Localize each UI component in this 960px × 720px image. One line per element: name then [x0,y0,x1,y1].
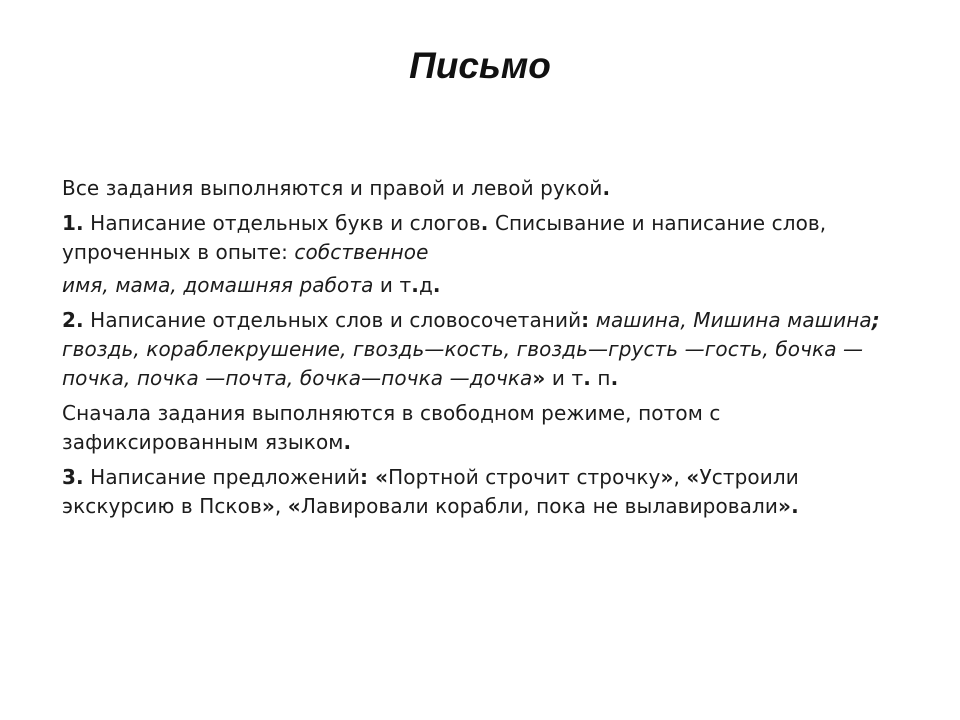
item-3-text: Написание предложений [83,465,360,489]
item-1b-text: и т [373,273,412,297]
item-3-quote-open-3: « [287,494,301,518]
item-3-quote-close-1: » [660,465,674,489]
item-2-dot-2: . [610,366,619,390]
item-1-text-2: Списывание и написание слов, упроченных в опыте: [62,211,827,264]
item-3-comma-2: , [274,494,288,518]
item-3-colon: : [359,465,369,489]
item-1-italic: собственное [294,240,429,264]
item-3-quote-open-1: « [368,465,389,489]
paragraph-intro-text: Все задания выполняются и правой и левой рукой [62,176,603,200]
paragraph-intro-dot: . [602,176,611,200]
item-2-tail: и т [545,366,584,390]
note-dot: . [343,430,352,454]
item-3-comma-1: , [673,465,687,489]
slide-title: Письмо [409,45,551,86]
item-2-semicolon: ; [871,308,880,332]
item-1b-dot-2: . [432,273,441,297]
item-1b-italic: имя, мама, домашняя работа [62,273,374,297]
item-2-quote: » [532,366,546,390]
note-text: Сначала задания выполняются в свободном режиме, потом с зафиксированным языком [62,401,721,454]
slide-body [62,174,902,527]
item-2-dot-1: . [583,366,591,390]
paragraph-item-1 [62,209,902,267]
item-2-tail-2: п [590,366,611,390]
item-3-sentence-3: Лавировали корабли, пока не вылавировали [300,494,779,518]
item-2-italic-2: гвоздь, кораблекрушение, гвоздь—кость, гвоздь—грусть —гость, бочка —почка, почка —почта, бочка—почка —дочка [62,337,864,390]
item-2-text: Написание отдельных слов и словосочетаний [83,308,582,332]
item-2-italic-1: машина, Мишина машина [595,308,872,332]
item-3-quote-close-2: » [261,494,275,518]
item-1-number: 1. [62,211,84,235]
item-3-quote-close-3: » [778,494,792,518]
item-3-sentence-1: Портной строчит строчку [388,465,661,489]
item-1b-dot-1: . [411,273,419,297]
paragraph-item-3 [62,463,902,521]
item-1-separator: . [480,211,489,235]
item-3-end-dot: . [791,494,799,518]
item-3-number: 3. [62,465,84,489]
item-1-text: Написание отдельных букв и слогов [83,211,481,235]
item-3-sentence-2: Устроили экскурсию в Псков [62,465,799,518]
item-1b-text-2: д [418,273,433,297]
item-3-quote-open-2: « [686,465,700,489]
paragraph-item-1-continued [62,271,902,300]
paragraph-item-2 [62,306,902,393]
item-2-number: 2. [62,308,84,332]
item-2-colon: : [581,308,590,332]
paragraph-note [62,399,902,457]
paragraph-intro [62,174,902,203]
